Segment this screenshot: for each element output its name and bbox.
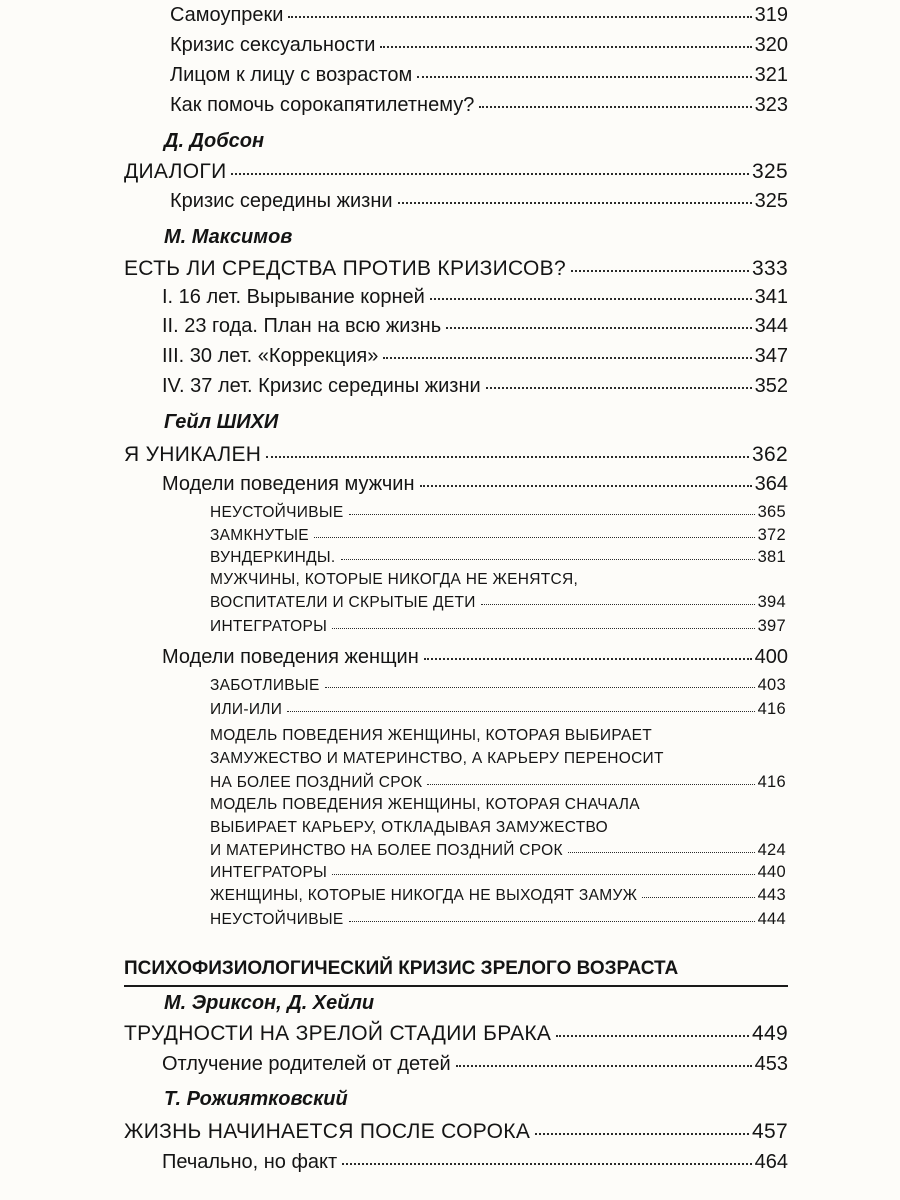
- entry-title: Кризис сексуальности: [170, 34, 376, 56]
- dot-leader: [341, 559, 755, 560]
- toc-entry: [170, 190, 788, 213]
- dot-leader: [556, 1035, 749, 1037]
- toc-entry: [210, 617, 786, 636]
- entry-title-line: МОДЕЛЬ ПОВЕДЕНИЯ ЖЕНЩИНЫ, КОТОРАЯ СНАЧАЛА: [210, 796, 640, 813]
- entry-title-line: МУЖЧИНЫ, КОТОРЫЕ НИКОГДА НЕ ЖЕНЯТСЯ,: [210, 571, 579, 588]
- dot-leader: [427, 784, 754, 785]
- page-number: 416: [757, 700, 786, 718]
- toc-entry: [162, 473, 788, 496]
- page-number: 347: [754, 345, 788, 367]
- page-number: 403: [757, 676, 786, 694]
- page-number: 362: [752, 443, 788, 466]
- dot-leader: [287, 711, 754, 712]
- toc-entry: [162, 345, 788, 368]
- page-number: 464: [754, 1151, 788, 1173]
- page-number: 320: [754, 34, 788, 56]
- entry-title: Отлучение родителей от детей: [162, 1053, 451, 1075]
- entry-title: Кризис середины жизни: [170, 190, 393, 212]
- dot-leader: [398, 202, 752, 204]
- dot-leader: [456, 1065, 752, 1067]
- author-heading: М. Эриксон, Д. Хейли: [164, 992, 375, 1014]
- page-number: 319: [754, 4, 788, 26]
- entry-title: ЖИЗНЬ НАЧИНАЕТСЯ ПОСЛЕ СОРОКА: [124, 1120, 531, 1143]
- entry-title: ЖЕНЩИНЫ, КОТОРЫЕ НИКОГДА НЕ ВЫХОДЯТ ЗАМУЖ: [210, 887, 638, 904]
- entry-title: ТРУДНОСТИ НА ЗРЕЛОЙ СТАДИИ БРАКА: [124, 1022, 552, 1045]
- page-number: 457: [752, 1120, 788, 1143]
- toc-entry: [210, 863, 786, 882]
- page-number: 381: [757, 548, 786, 566]
- entry-title: И МАТЕРИНСТВО НА БОЛЕЕ ПОЗДНИЙ СРОК: [210, 842, 563, 859]
- toc-entry: [162, 646, 788, 669]
- dot-leader: [342, 1163, 751, 1165]
- page-number: 397: [757, 617, 786, 635]
- dot-leader: [266, 456, 749, 458]
- dot-leader: [417, 76, 751, 78]
- toc-entry: [162, 1053, 788, 1076]
- dot-leader: [314, 537, 755, 538]
- page-number: 444: [757, 910, 786, 928]
- page-number: 341: [754, 286, 788, 308]
- toc-entry: [162, 286, 788, 309]
- toc-entry: [210, 886, 786, 905]
- toc-entry: [210, 676, 786, 695]
- entry-title: Лицом к лицу с возрастом: [170, 64, 413, 86]
- dot-leader: [380, 46, 751, 48]
- entry-title: ВОСПИТАТЕЛИ И СКРЫТЫЕ ДЕТИ: [210, 594, 476, 611]
- entry-title: Модели поведения женщин: [162, 646, 419, 668]
- page-number: 400: [754, 646, 788, 668]
- toc-entry: [210, 548, 786, 567]
- toc-entry: [124, 1022, 788, 1046]
- dot-leader: [568, 852, 755, 853]
- page-number: 344: [754, 315, 788, 337]
- entry-title-line: ЗАМУЖЕСТВО И МАТЕРИНСТВО, А КАРЬЕРУ ПЕРЕНОСИТ: [210, 750, 664, 767]
- dot-leader: [479, 106, 751, 108]
- entry-title: Печально, но факт: [162, 1151, 338, 1173]
- dot-leader: [481, 604, 755, 605]
- toc-entry: [162, 315, 788, 338]
- dot-leader: [349, 514, 755, 515]
- entry-title-line: МОДЕЛЬ ПОВЕДЕНИЯ ЖЕНЩИНЫ, КОТОРАЯ ВЫБИРАЕТ: [210, 727, 652, 744]
- dot-leader: [571, 270, 749, 272]
- toc-entry: [124, 257, 788, 281]
- page-number: 394: [757, 593, 786, 611]
- page-number: 352: [754, 375, 788, 397]
- toc-entry: [162, 375, 788, 398]
- dot-leader: [332, 628, 754, 629]
- entry-title: ИНТЕГРАТОРЫ: [210, 864, 328, 881]
- toc-entry: [170, 34, 788, 57]
- dot-leader: [332, 874, 754, 875]
- page-number: 333: [752, 257, 788, 280]
- entry-title: ЕСТЬ ЛИ СРЕДСТВА ПРОТИВ КРИЗИСОВ?: [124, 257, 566, 280]
- dot-leader: [420, 485, 752, 487]
- page-number: 364: [754, 473, 788, 495]
- entry-title: III. 30 лет. «Коррекция»: [162, 345, 379, 367]
- entry-title: Самоупреки: [170, 4, 284, 26]
- section-rule: [124, 985, 788, 987]
- dot-leader: [642, 897, 754, 898]
- page-number: 453: [754, 1053, 788, 1075]
- dot-leader: [424, 658, 752, 660]
- dot-leader: [325, 687, 755, 688]
- toc-entry: [210, 593, 786, 612]
- toc-entry: [210, 841, 786, 860]
- dot-leader: [383, 357, 751, 359]
- author-heading: Гейл ШИХИ: [164, 411, 279, 433]
- entry-title: Я УНИКАЛЕН: [124, 443, 262, 466]
- toc-entry: [170, 64, 788, 87]
- entry-title-line: ВЫБИРАЕТ КАРЬЕРУ, ОТКЛАДЫВАЯ ЗАМУЖЕСТВО: [210, 819, 609, 836]
- toc-entry: [124, 160, 788, 184]
- toc-entry: [170, 4, 788, 27]
- dot-leader: [430, 298, 752, 300]
- entry-title: НЕУСТОЙЧИВЫЕ: [210, 911, 344, 928]
- author-heading: М. Максимов: [164, 226, 293, 248]
- page-number: 424: [757, 841, 786, 859]
- toc-entry: [124, 443, 788, 467]
- page-number: 372: [757, 526, 786, 544]
- entry-title: ЗАБОТЛИВЫЕ: [210, 677, 320, 694]
- page-number: 440: [757, 863, 786, 881]
- toc-entry: [170, 94, 788, 117]
- entry-title: Модели поведения мужчин: [162, 473, 415, 495]
- dot-leader: [446, 327, 752, 329]
- dot-leader: [486, 387, 752, 389]
- page-number: 323: [754, 94, 788, 116]
- author-heading: Т. Рожиятковский: [164, 1088, 348, 1110]
- dot-leader: [349, 921, 755, 922]
- page-number: 449: [752, 1022, 788, 1045]
- page-number: 365: [757, 503, 786, 521]
- section-title: ПСИХОФИЗИОЛОГИЧЕСКИЙ КРИЗИС ЗРЕЛОГО ВОЗРАСТА: [124, 958, 679, 979]
- entry-title: ИЛИ-ИЛИ: [210, 701, 283, 718]
- toc-entry: [124, 1120, 788, 1144]
- toc-entry: [210, 910, 786, 929]
- page-number: 325: [752, 160, 788, 183]
- entry-title: II. 23 года. План на всю жизнь: [162, 315, 442, 337]
- entry-title: ВУНДЕРКИНДЫ.: [210, 549, 336, 566]
- entry-title: Как помочь сорокапятилетнему?: [170, 94, 475, 116]
- entry-title: НЕУСТОЙЧИВЫЕ: [210, 504, 344, 521]
- toc-entry: [210, 526, 786, 545]
- entry-title: НА БОЛЕЕ ПОЗДНИЙ СРОК: [210, 774, 423, 791]
- page-number: 321: [754, 64, 788, 86]
- toc-entry: [210, 773, 786, 792]
- page-number: 443: [757, 886, 786, 904]
- author-heading: Д. Добсон: [164, 130, 265, 152]
- page-number: 416: [757, 773, 786, 791]
- dot-leader: [231, 173, 749, 175]
- dot-leader: [288, 16, 751, 18]
- toc-entry: [162, 1151, 788, 1174]
- dot-leader: [535, 1133, 749, 1135]
- toc-entry: [210, 503, 786, 522]
- entry-title: ЗАМКНУТЫЕ: [210, 527, 309, 544]
- page-number: 325: [754, 190, 788, 212]
- toc-entry: [210, 700, 786, 719]
- entry-title: ДИАЛОГИ: [124, 160, 227, 183]
- entry-title: I. 16 лет. Вырывание корней: [162, 286, 425, 308]
- entry-title: IV. 37 лет. Кризис середины жизни: [162, 375, 481, 397]
- entry-title: ИНТЕГРАТОРЫ: [210, 618, 328, 635]
